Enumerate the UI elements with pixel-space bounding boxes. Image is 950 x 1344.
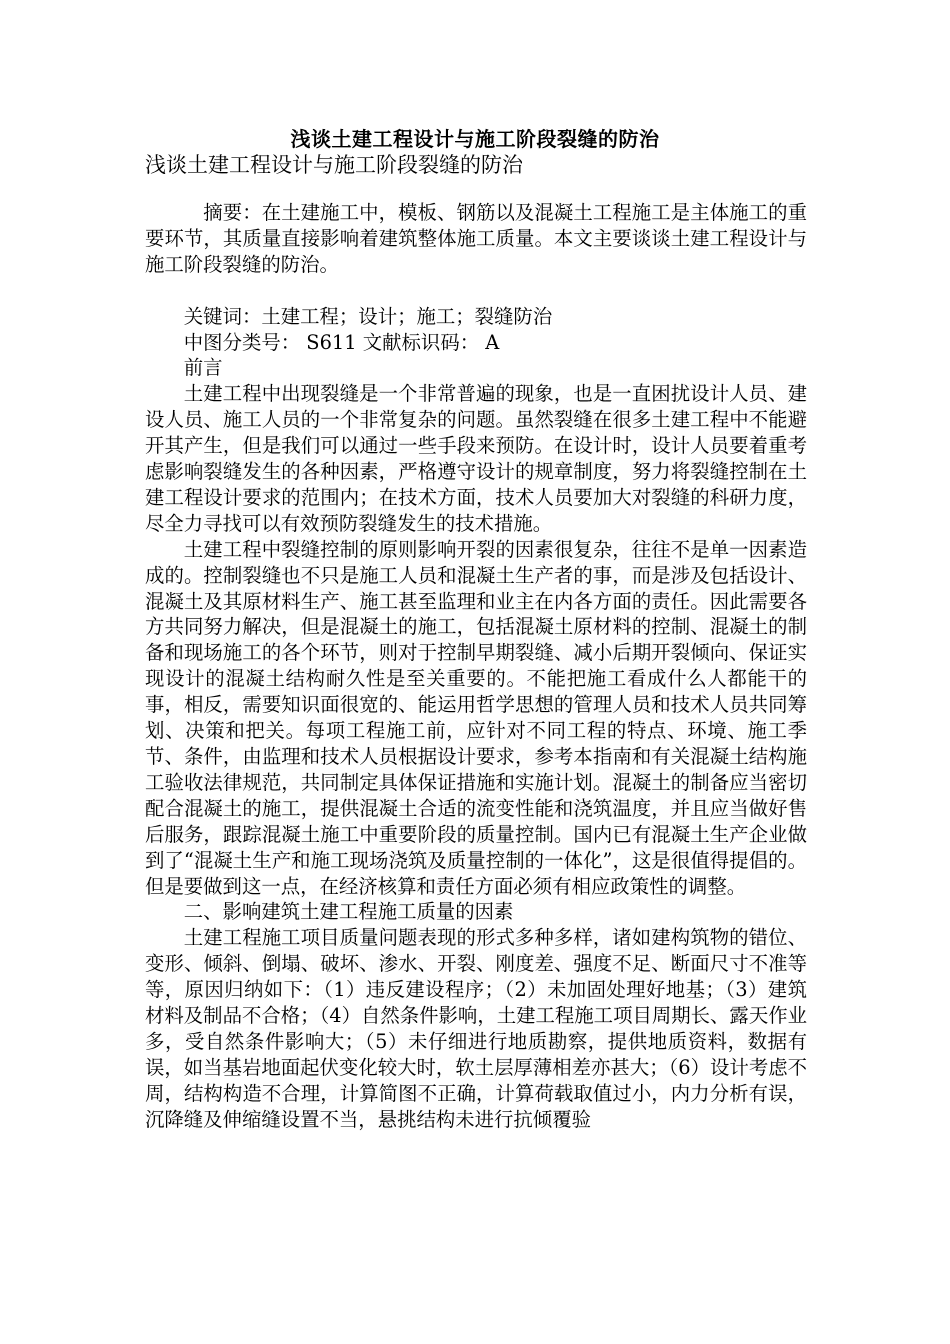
body-paragraph: 土建工程施工项目质量问题表现的形式多种多样，诸如建构筑物的错位、变形、倾斜、倒塌、破坏、渗水、开裂、刚度差、强度不足、断面尺寸不准等等，原因归纳如下：（1）违反建设程序；（2）未加固处理好地基；（3）建筑材料及制品不合格；（4）自然条件影响，土建工程施工项目周期长、露天作业多，受自然条件影响大；（5）未仔细进行地质勘察，提供地质资料，数据有误，如当基岩地面起伏变化较大时，软土层厚薄相差亦甚大；（6）设计考虑不周，结构构造不合理，计算简图不正确，计算荷载取值过小，内力分析有误，沉降缝及伸缩缝设置不当，悬挑结构未进行抗倾覆验: [145, 926, 807, 1131]
document-subtitle: 浅谈土建工程设计与施工阶段裂缝的防治: [145, 153, 523, 177]
section-heading: 二、影响建筑土建工程施工质量的因素: [183, 900, 514, 924]
body-paragraph: 土建工程中出现裂缝是一个非常普遍的现象，也是一直困扰设计人员、建设人员、施工人员的一个非常复杂的问题。虽然裂缝在很多土建工程中不能避开其产生，但是我们可以通过一些手段来预防。在设计时，设计人员要着重考虑影响裂缝发生的各种因素，严格遵守设计的规章制度，努力将裂缝控制在土建工程设计要求的范围内；在技术方面，技术人员要加大对裂缝的科研力度，尽全力寻找可以有效预防裂缝发生的技术措施。: [145, 382, 807, 535]
document-title: 浅谈土建工程设计与施工阶段裂缝的防治: [290, 127, 660, 151]
body-paragraph: 土建工程中裂缝控制的原则影响开裂的因素很复杂，往往不是单一因素造成的。控制裂缝也不只是施工人员和混凝土生产者的事，而是涉及包括设计、混凝土及其原材料生产、施工甚至监理和业主在内各方面的责任。因此需要各方共同努力解决，但是混凝土的施工，包括混凝土原材料的控制、混凝土的制备和现场施工的各个环节，则对于控制早期裂缝、减小后期开裂倾向、保证实现设计的混凝土结构耐久性是至关重要的。不能把施工看成什么人都能干的事，相反，需要知识面很宽的、能运用哲学思想的管理人员和技术人员共同筹划、决策和把关。每项工程施工前，应针对不同工程的特点、环境、施工季节、条件，由监理和技术人员根据设计要求，参考本指南和有关混凝土结构施工验收法律规范，共同制定具体保证措施和实施计划。混凝土的制备应当密切配合混凝土的施工，提供混凝土合适的流变性能和浇筑温度，并且应当做好售后服务，跟踪混凝土施工中重要阶段的质量控制。国内已有混凝土生产企业做到了“混凝土生产和施工现场浇筑及质量控制的一体化”，这是很值得提倡的。但是要做到这一点，在经济核算和责任方面必须有相应政策性的调整。: [145, 537, 807, 898]
document-body: [145, 200, 807, 1133]
keywords-line: 关键词：土建工程；设计；施工；裂缝防治: [183, 304, 553, 328]
blank-line: [145, 278, 807, 304]
classification-line: 中图分类号： S611 文献标识码： A: [183, 330, 500, 354]
foreword-heading: 前言: [183, 356, 223, 380]
abstract-paragraph: 摘要：在土建施工中，模板、钢筋以及混凝土工程施工是主体施工的重要环节，其质量直接影响着建筑整体施工质量。本文主要谈谈土建工程设计与施工阶段裂缝的防治。: [145, 201, 807, 276]
